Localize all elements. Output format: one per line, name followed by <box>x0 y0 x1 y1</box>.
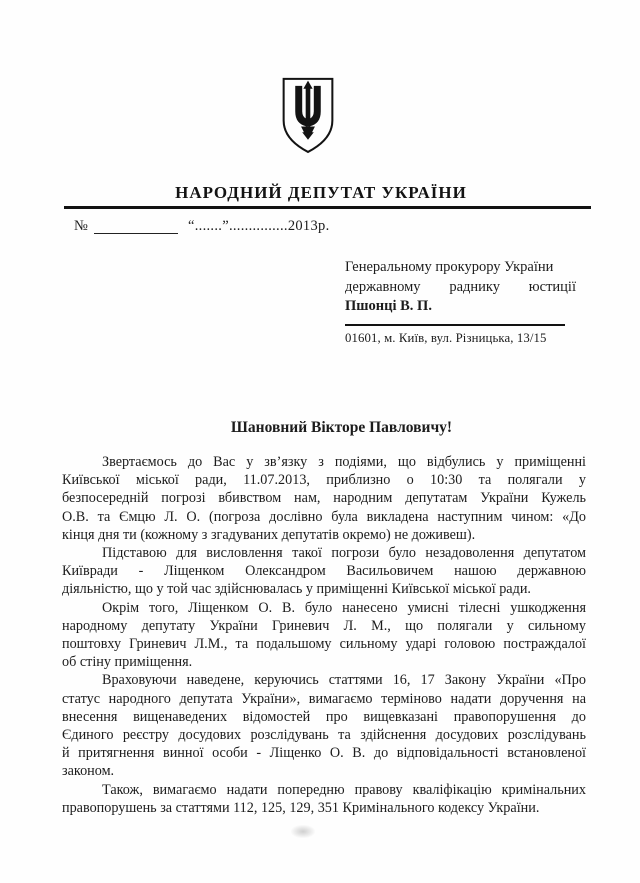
paragraph-line: Єдиного реєстру досудових розслідувань та здійснення досудових розслідувань <box>62 727 586 744</box>
paragraph-line: Київської міської ради, 11.07.2013, приблизно о 10:30 та полягали у <box>62 472 586 489</box>
addressee-line-2: державному раднику юстиції <box>345 278 576 295</box>
letterhead-title: НАРОДНИЙ ДЕПУТАТ УКРАЇНИ <box>175 183 467 202</box>
paragraph-line: діяльністю, що у той час здійснювалась у приміщенні Київської міської ради. <box>62 581 531 598</box>
paragraph-line: правопорушень за статтями 112, 125, 129, 351 Кримінального кодексу України. <box>62 799 540 816</box>
number-prefix: № <box>74 218 88 234</box>
addressee-block <box>345 258 576 348</box>
paragraph-line: законом. <box>62 763 115 780</box>
paragraph-line: Окрім того, Ліщенком О. В. було нанесено умисні тілесні ушкодження <box>102 599 586 616</box>
tryzub-icon <box>279 72 337 160</box>
paragraph-line: Звертаємось до Вас у зв’язку з подіями, що відбулись у приміщенні <box>102 454 586 470</box>
coat-of-arms-emblem <box>279 72 337 160</box>
paragraph-line: О.В. та Ємцю Л. О. (погроза дослівно була викладена наступним чином: «До <box>62 508 586 525</box>
salutation: Шановний Вікторе Павловичу! <box>230 419 453 436</box>
paragraph-line: об стіну приміщення. <box>62 654 193 671</box>
date-line: “.......”...............2013р. <box>188 218 330 234</box>
paragraph-line: й притягнення винної особи - Ліщенко О. В. до відповідальності встановленої <box>62 745 586 762</box>
letterhead-rule <box>64 206 591 209</box>
paragraph <box>62 781 586 817</box>
paragraph-line: внесення вищенаведених відомостей про вищевказані правопорушення до <box>62 708 586 725</box>
addressee-line-1: Генеральному прокурору України <box>345 259 554 275</box>
paragraph-line: Враховуючи наведене, керуючись статтями 16, 17 Закону України «Про <box>102 672 586 689</box>
paragraph <box>62 599 586 672</box>
paragraph-line: поштовху Гриневич Л.М., та подальшому сильному ударі головою постраждалої <box>62 636 586 653</box>
paragraph <box>62 453 586 544</box>
addressee-address: 01601, м. Київ, вул. Різницька, 13/15 <box>345 330 547 345</box>
paragraph-line: Також, вимагаємо надати попередню правову кваліфікацію кримінальних <box>102 781 586 798</box>
paragraph <box>62 544 586 599</box>
number-blank-field <box>94 219 178 234</box>
paragraph-line: Київради - Ліщенком Олександром Васильовичем нашою державною <box>62 563 586 580</box>
scan-smudge <box>291 825 315 838</box>
addressee-name: Пшонці В. П. <box>345 298 432 314</box>
body-text <box>62 453 586 817</box>
paragraph-line: народному депутату України Гриневич Л. М., що полягали у сильному <box>62 617 586 634</box>
addressee-rule <box>345 324 565 326</box>
paragraph-line: статус народного депутата України», вимагаємо терміново надати доручення на <box>62 690 586 707</box>
paragraph-line: безпосередній погрозі вбивством нам, народним депутатам України Кужель <box>62 490 586 507</box>
paragraph <box>62 671 586 780</box>
paragraph-line: Підставою для висловлення такої погрози було незадоволення депутатом <box>102 545 586 562</box>
paragraph-line: кінця дня ти (кожному з згадуваних депутатів окремо) не доживеш). <box>62 526 476 543</box>
